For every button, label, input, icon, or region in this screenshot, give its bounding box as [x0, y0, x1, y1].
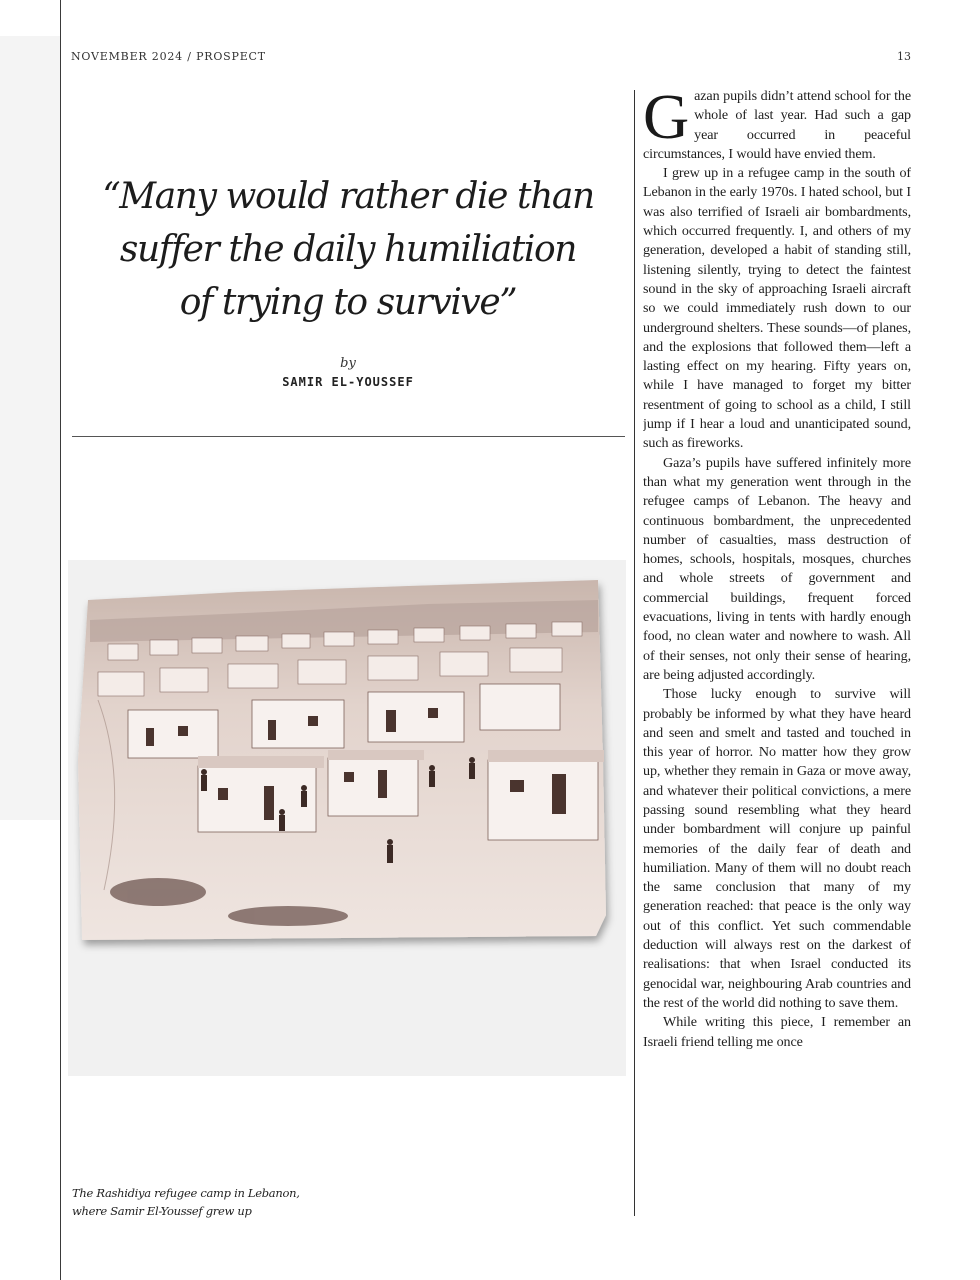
column-rule: [634, 90, 635, 1216]
paragraph: While writing this piece, I remember an Israeli friend telling me once: [643, 1014, 911, 1050]
pullquote: [72, 170, 624, 329]
paragraph: [643, 87, 911, 164]
photo-caption: [72, 1184, 332, 1220]
author-name: SAMIR EL-YOUSSEF: [282, 375, 414, 389]
paragraph-text: azan pupils didn’t attend school for the whole of last year. Had such a gap year occurred in peaceful circumstances, I would have envied them.: [643, 88, 911, 162]
paragraph: Gaza’s pupils have suffered infinitely more than what my generation went through in the refugee camps of Lebanon. The heavy and continuous bombardment, the unprecedented number of casualties, mass destruction of homes, schools, hospitals, mosques, churches and whole streets of government and commercial buildings, frequent forced evacuations, living in tents with hardly enough food, no clean water and nowhere to wash. All of their senses, not only their sense of hearing, are being adjusted accordingly.: [643, 454, 911, 683]
refugee-camp-photo: [68, 560, 626, 1076]
caption-line: The Rashidiya refugee camp in Lebanon,: [72, 1186, 300, 1200]
article-body: [643, 87, 911, 1222]
page-gutter-line: [60, 0, 61, 1280]
paragraph: I grew up in a refugee camp in the south of Lebanon in the early 1970s. I hated school, but I was also terrified of Israeli air bombardments, which occurred frequently. I, and others of my generation, developed a habit of standing still, listening silently, trying to detect the faintest sound in the sky of approaching Israeli aircraft so we could immediately rush down to our underground shelters. These sounds—of planes, and the explosions that followed them—left a lasting effect on my hearing. Fifty years on, while I have managed to forget my bitter resentment of going to school as a child, I still jump if I hear a loud and unanticipated sound, such as fireworks.: [643, 165, 911, 452]
caption-line: where Samir El-Youssef grew up: [72, 1204, 252, 1218]
drop-cap: G: [643, 87, 690, 152]
byline-by: by: [340, 356, 356, 371]
left-margin-strip: [0, 36, 60, 820]
paragraph: Those lucky enough to survive will probably be informed by what they have heard and seen and smelt and tasted and touched in this year of horror. No matter how they grow up, whether they remain in Gaza or move away, and whatever their political convictions, a mere passing sound resembling what they heard under bombardment will conjure up painful memories of the daily fear of death and humiliation. Many of them will no doubt reach the same conclusion that many of my generation reached: that peace is the only way out of this conflict. Yet such commendable deduction will always rest on the darkest of realisations: that when Israel conducted its genocidal war, neighbouring Arab countries and the rest of the world did nothing to save them.: [643, 686, 911, 1011]
section-divider: [72, 436, 625, 437]
running-header: NOVEMBER 2024 / PROSPECT: [71, 50, 266, 63]
pullquote-line: “Many would rather die than: [102, 176, 594, 217]
page-number: 13: [897, 50, 911, 63]
photo-illustration: [68, 560, 626, 1076]
byline: [72, 356, 624, 389]
pullquote-line: of trying to survive”: [179, 282, 517, 323]
pullquote-line: suffer the daily humiliation: [119, 229, 577, 270]
